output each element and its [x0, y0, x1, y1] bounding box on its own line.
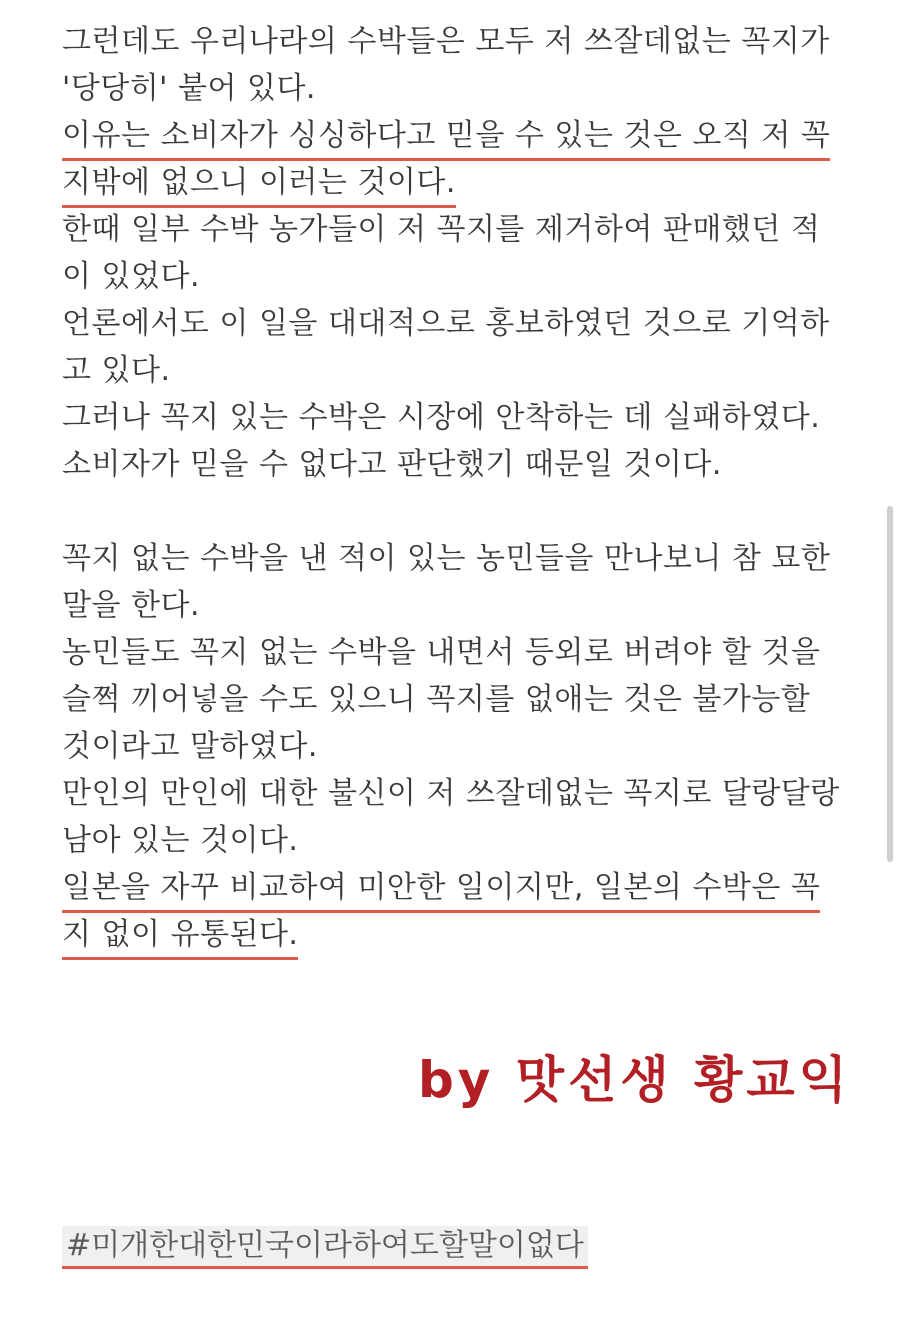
- text-line-content: 이 있었다.: [62, 259, 200, 294]
- text-line: [62, 394, 852, 441]
- text-line: [62, 300, 852, 347]
- text-line-content: 한때 일부 수박 농가들이 저 꼭지를 제거하여 판매했던 적: [62, 212, 821, 247]
- text-line-content: '당당히' 붙어 있다.: [62, 71, 316, 106]
- hashtag-link[interactable]: #미개한대한민국이라하여도할말이없다: [62, 1226, 588, 1269]
- text-line-content: 고 있다.: [62, 353, 171, 388]
- text-line-content: 것이라고 말하였다.: [62, 729, 318, 764]
- text-line-content: 소비자가 믿을 수 없다고 판단했기 때문일 것이다.: [62, 447, 722, 482]
- text-line-content: 그러나 꼭지 있는 수박은 시장에 안착하는 데 실패하였다.: [62, 400, 821, 435]
- text-line: [62, 723, 852, 770]
- text-line: [62, 676, 852, 723]
- text-line: [62, 535, 852, 582]
- text-line-content: 슬쩍 끼어넣을 수도 있으니 꼭지를 없애는 것은 불가능할: [62, 682, 811, 717]
- text-line: [62, 253, 852, 300]
- text-line-content: 만인의 만인에 대한 불신이 저 쓰잘데없는 꼭지로 달랑달랑: [62, 776, 840, 811]
- text-line: [62, 65, 852, 112]
- text-line: [62, 18, 852, 65]
- text-line-content: 말을 한다.: [62, 588, 200, 623]
- text-line-content: 남아 있는 것이다.: [62, 823, 299, 858]
- author-signature: by 맛선생 황교익: [418, 1051, 851, 1109]
- text-line-content: 언론에서도 이 일을 대대적으로 홍보하였던 것으로 기억하: [62, 306, 830, 341]
- highlighted-line: [62, 112, 852, 159]
- highlighted-line: [62, 159, 852, 206]
- text-line-content: 꼭지 없는 수박을 낸 적이 있는 농민들을 만나보니 참 묘한: [62, 541, 831, 576]
- highlighted-text: 지 없이 유통된다.: [62, 915, 298, 960]
- highlighted-text: 지밖에 없으니 이러는 것이다.: [62, 163, 456, 208]
- text-line-content: 그런데도 우리나라의 수박들은 모두 저 쓰잘데없는 꼭지가: [62, 24, 830, 59]
- text-line: [62, 441, 852, 488]
- text-line: [62, 582, 852, 629]
- paragraph-gap: [62, 488, 852, 535]
- text-line: [62, 770, 852, 817]
- text-line-content: 농민들도 꼭지 없는 수박을 내면서 등외로 버려야 할 것을: [62, 635, 821, 670]
- highlighted-line: [62, 864, 852, 911]
- text-line: [62, 206, 852, 253]
- highlighted-text: 일본을 자꾸 비교하여 미안한 일이지만, 일본의 수박은 꼭: [62, 868, 820, 913]
- highlighted-line: [62, 911, 852, 958]
- highlighted-text: 이유는 소비자가 싱싱하다고 믿을 수 있는 것은 오직 저 꼭: [62, 116, 830, 161]
- scrollbar-thumb[interactable]: [887, 506, 893, 862]
- text-line: [62, 817, 852, 864]
- article-body: [62, 18, 852, 958]
- text-line: [62, 629, 852, 676]
- text-line: [62, 347, 852, 394]
